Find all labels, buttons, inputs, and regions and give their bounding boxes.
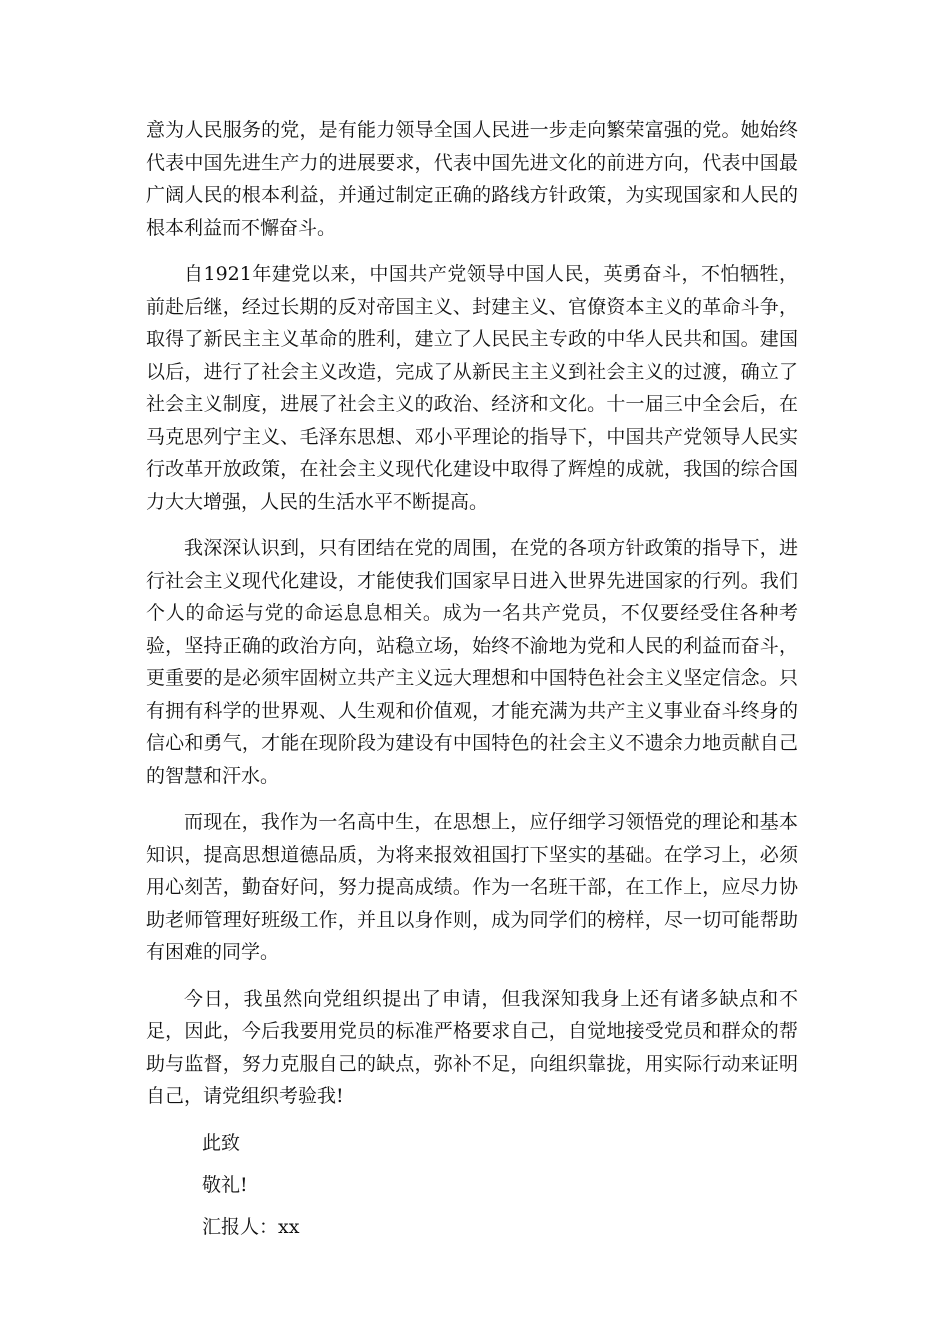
document-body [146, 114, 798, 1253]
paragraph-1: 意为人民服务的党，是有能力领导全国人民进一步走向繁荣富强的党。她始终代表中国先进生产力的进展要求，代表中国先进文化的前进方向，代表中国最广阔人民的根本利益，并通过制定正确的路线方针政策，为实现国家和人民的根本利益而不懈奋斗。 [146, 119, 798, 239]
paragraph-4: 而现在，我作为一名高中生，在思想上，应仔细学习领悟党的理论和基本知识，提高思想道德品质，为将来报效祖国打下坚实的基础。在学习上，必须用心刻苦，勤奋好问，努力提高成绩。作为一名班干部，在工作上，应尽力协助老师管理好班级工作，并且以身作则，成为同学们的榜样，尽一切可能帮助有困难的同学。 [146, 811, 798, 963]
closing-salutation: 此致 [202, 1131, 241, 1154]
reporter-signature: 汇报人：xx [202, 1215, 300, 1238]
paragraph-2: 自1921年建党以来，中国共产党领导中国人民，英勇奋斗，不怕牺牲，前赴后继，经过长期的反对帝国主义、封建主义、官僚资本主义的革命斗争，取得了新民主主义革命的胜利，建立了人民民主专政的中华人民共和国。建国以后，进行了社会主义改造，完成了从新民主主义到社会主义的过渡，确立了社会主义制度，进展了社会主义的政治、经济和文化。十一届三中全会后，在马克思列宁主义、毛泽东思想、邓小平理论的指导下，中国共产党领导人民实行改革开放政策，在社会主义现代化建设中取得了辉煌的成就，我国的综合国力大大增强，人民的生活水平不断提高。 [146, 263, 798, 513]
closing-regards: 敬礼! [202, 1173, 248, 1196]
paragraph-3: 我深深认识到，只有团结在党的周围，在党的各项方针政策的指导下，进行社会主义现代化建设，才能使我们国家早日进入世界先进国家的行列。我们个人的命运与党的命运息息相关。成为一名共产党员，不仅要经受住各种考验，坚持正确的政治方向，站稳立场，始终不渝地为党和人民的利益而奋斗，更重要的是必须牢固树立共产主义远大理想和中国特色社会主义坚定信念。只有拥有科学的世界观、人生观和价值观，才能充满为共产主义事业奋斗终身的信心和勇气，才能在现阶段为建设有中国特色的社会主义不遗余力地贡献自己的智慧和汗水。 [146, 537, 798, 787]
paragraph-5: 今日，我虽然向党组织提出了申请，但我深知我身上还有诸多缺点和不足，因此，今后我要用党员的标准严格要求自己，自觉地接受党员和群众的帮助与监督，努力克服自己的缺点，弥补不足，向组织靠拢，用实际行动来证明自己，请党组织考验我! [146, 987, 798, 1107]
